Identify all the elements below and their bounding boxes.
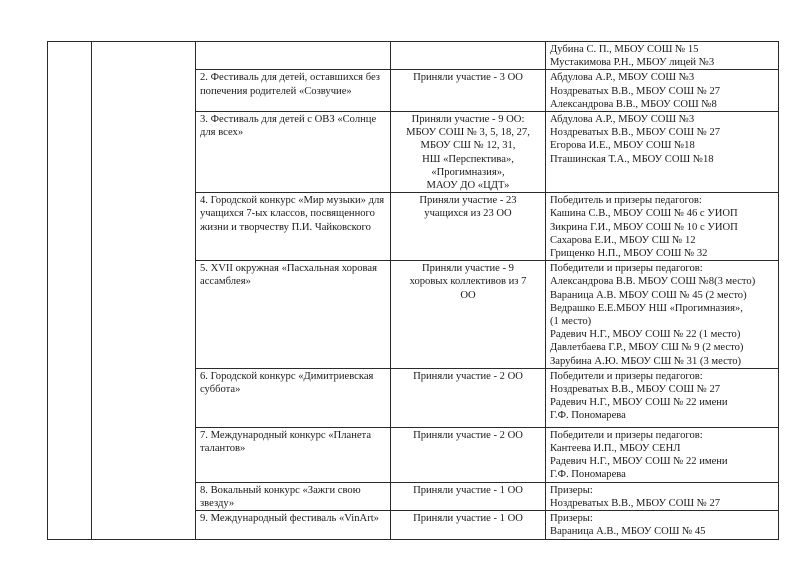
participation-cell — [391, 482, 546, 510]
event-title: 2. Фестиваль для детей, оставшихся без попечения родителей «Созвучие» — [200, 72, 380, 97]
result-line: Ноздреватых В.В., МБОУ СОШ № 27 — [550, 127, 721, 139]
result-line: Давлетбаева Г.Р., МБОУ СШ № 9 (2 место) — [550, 342, 744, 354]
event-cell — [196, 482, 391, 510]
results-cell — [546, 368, 779, 427]
event-title: 6. Городской конкурс «Димитриевская суббота» — [200, 370, 374, 396]
event-cell — [196, 193, 391, 261]
direction-cell — [92, 42, 196, 540]
table-row — [48, 42, 779, 70]
participation-line: МБОУ СОШ № 3, 5, 18, 27, — [406, 127, 530, 139]
result-line: Радевич Н.Г., МБОУ СОШ № 22 имени — [550, 456, 728, 468]
result-line: Егорова И.Е., МБОУ СОШ №18 — [550, 140, 695, 152]
result-line: Победители и призеры педагогов: — [550, 263, 703, 275]
participation-cell — [391, 511, 546, 539]
results-cell — [546, 112, 779, 193]
participation-line: Приняли участие - 23 — [419, 195, 517, 207]
participation-text: Приняли участие - 2 ОО — [413, 370, 523, 382]
result-line: Зикрина Г.И., МБОУ СОШ № 10 с УИОП — [550, 221, 738, 233]
participation-line: учащихся из 23 ОО — [424, 208, 512, 220]
participation-text: Приняли участие - 3 ОО — [413, 72, 523, 84]
event-cell — [196, 42, 391, 70]
participation-cell — [391, 112, 546, 193]
event-title: 8. Вокальный конкурс «Зажги свою звезду» — [200, 484, 361, 510]
event-title: 3. Фестиваль для детей с ОВЗ «Солнце для всех» — [200, 114, 377, 139]
participation-line: Приняли участие - 9 ОО: — [411, 114, 525, 126]
result-line: Победители и призеры педагогов: — [550, 429, 703, 441]
result-line: Победитель и призеры педагогов: — [550, 195, 702, 207]
result-line: Призеры: — [550, 513, 593, 525]
result-line: Ноздреватых В.В., МБОУ СОШ № 27 — [550, 85, 721, 97]
participation-line: Приняли участие - 9 — [422, 263, 514, 275]
results-cell — [546, 482, 779, 510]
event-cell — [196, 261, 391, 369]
results-cell — [546, 42, 779, 70]
participation-line: хоровых коллективов из 7 — [409, 276, 527, 288]
number-cell — [48, 42, 92, 540]
event-cell — [196, 427, 391, 482]
participation-text: Приняли участие - 1 ОО — [413, 484, 523, 496]
participation-cell — [391, 368, 546, 427]
participation-line: НШ «Перспектива», — [422, 153, 514, 165]
event-cell — [196, 112, 391, 193]
result-line: Победители и призеры педагогов: — [550, 370, 703, 382]
participation-line: МБОУ СШ № 12, 31, — [420, 140, 516, 152]
result-line: Сахарова Е.И., МБОУ СШ № 12 — [550, 234, 696, 246]
result-line: Пташинская Т.А., МБОУ СОШ №18 — [550, 153, 714, 165]
result-line: Кантеева И.П., МБОУ СЕНЛ — [550, 443, 681, 455]
participation-line: МАОУ ДО «ЦДТ» — [426, 180, 510, 192]
results-cell — [546, 261, 779, 369]
results-cell — [546, 511, 779, 539]
participation-line: «Прогимназия», — [431, 166, 505, 178]
event-cell — [196, 368, 391, 427]
results-cell — [546, 70, 779, 112]
result-line: Кашина С.В., МБОУ СОШ № 46 с УИОП — [550, 208, 738, 220]
participation-cell — [391, 427, 546, 482]
result-line: Абдулова А.Р., МБОУ СОШ №3 — [550, 72, 695, 84]
result-line: Зарубина А.Ю. МБОУ СШ № 31 (3 место) — [550, 355, 742, 367]
results-cell — [546, 193, 779, 261]
event-cell — [196, 511, 391, 539]
result-line: Призеры: — [550, 484, 593, 496]
participation-cell — [391, 42, 546, 70]
result-line: (1 место) — [550, 316, 592, 328]
event-title: 4. Городской конкурс «Мир музыки» для учащихся 7-ых классов, посвященного жизни и творчеству П.И. Чайковского — [200, 195, 385, 233]
participation-cell — [391, 70, 546, 112]
participation-text: Приняли участие - 1 ОО — [413, 513, 523, 525]
result-line: Грищенко Н.П., МБОУ СОШ № 32 — [550, 248, 708, 260]
result-line: Радевич Н.Г., МБОУ СОШ № 22 (1 место) — [550, 329, 741, 341]
participation-cell — [391, 261, 546, 369]
result-line: Г.Ф. Пономарева — [550, 469, 626, 481]
results-cell — [546, 427, 779, 482]
participation-line: ОО — [460, 289, 476, 301]
result-line: Дубина С. П., МБОУ СОШ № 15 — [550, 44, 699, 55]
result-line: Мустакимова Р.Н., МБОУ лицей №3 — [550, 57, 715, 69]
result-line: Вараница А.В. МБОУ СОШ № 45 (2 место) — [550, 289, 747, 301]
event-cell — [196, 70, 391, 112]
event-title: 9. Международный фестиваль «VinArt» — [200, 513, 379, 525]
result-line: Александрова В.В. МБОУ СОШ №8(3 место) — [550, 276, 756, 288]
event-title: 5. XVII окружная «Пасхальная хоровая ассамблея» — [200, 263, 377, 288]
result-line: Ноздреватых В.В., МБОУ СОШ № 27 — [550, 384, 721, 396]
participation-text: Приняли участие - 2 ОО — [413, 429, 523, 441]
result-line: Вараница А.В., МБОУ СОШ № 45 — [550, 526, 706, 538]
result-line: Ноздреватых В.В., МБОУ СОШ № 27 — [550, 498, 721, 510]
result-line: Александрова В.В., МБОУ СОШ №8 — [550, 98, 717, 110]
event-title: 7. Международный конкурс «Планета талантов» — [200, 429, 372, 455]
result-line: Ведрашко Е.Е.МБОУ НШ «Прогимназия», — [550, 302, 743, 314]
participation-cell — [391, 193, 546, 261]
events-table — [47, 41, 779, 540]
result-line: Абдулова А.Р., МБОУ СОШ №3 — [550, 114, 695, 126]
result-line: Радевич Н.Г., МБОУ СОШ № 22 имени — [550, 397, 728, 409]
result-line: Г.Ф. Пономарева — [550, 410, 626, 422]
